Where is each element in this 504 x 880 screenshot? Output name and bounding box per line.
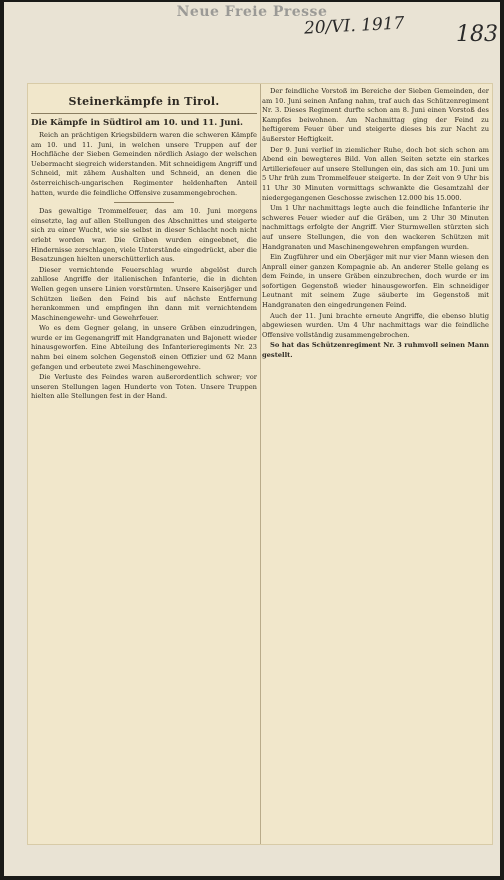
divider xyxy=(114,202,174,203)
article-column-left xyxy=(28,84,261,844)
article-paragraph: Auch der 11. Juni brachte erneute Angriffe, die ebenso blutig abgewiesen wurden. Um 4 Uhr nachmittags war die feindliche Offensive vollständig zusammengebrochen. xyxy=(262,311,489,339)
handwritten-date: 20/VI. 1917 xyxy=(303,13,405,39)
article-paragraph: Dieser vernichtende Feuerschlag wurde abgelöst durch zahllose Angriffe der italienischen Infanterie, die in dichten Wellen gegen unsere Linien vorstürmten. Unsere Kaiserjäger und Schützen ließen den Feind bis auf nächste Entfernung herankommen und empfingen ihn dann mit vernichtendem Maschinengewehr- und Gewehrfeuer. xyxy=(31,265,257,322)
article-paragraph: Die Verluste des Feindes waren außerordentlich schwer; vor unseren Stellungen lagen Hunderte von Toten. Unsere Truppen hielten alle Stellungen fest in der Hand. xyxy=(31,373,257,401)
article-paragraph: Der 9. Juni verlief in ziemlicher Ruhe, doch bot sich schon am Abend ein bewegteres Bild. Von allen Seiten setzte ein starkes Artilleriefeuer auf unsere Stellungen ein, das sich am 10. Juni um 5 Uhr früh zum Trommelfeuer steigerte. In der Zeit von 9 Uhr bis 11 Uhr 30 Minuten vormittags schwankte die Gesamtzahl der niedergegangenen Geschosse zwischen 12.000 bis 15.000. xyxy=(262,145,489,202)
article-paragraph: Reich an prächtigen Kriegsbildern waren die schweren Kämpfe am 10. und 11. Juni, in welchen unsere Truppen auf der Hochfläche der Sieben Gemeinden nördlich Asiago der welschen Uebermacht siegreich widerstanden. Mit schneidigem Angriff und Schneid, mit zähem Aushalten und Schneid, an denen die österreichisch-ungarischen Regimenter heldenhaften Anteil hatten, wurde die feindliche Offensive zusammengebrochen. xyxy=(31,131,257,197)
article-paragraph: Das gewaltige Trommelfeuer, das am 10. Juni morgens einsetzte, lag auf allen Stellungen des Abschnittes und steigerte sich zu einer Wucht, wie sie selbst in dieser Schlacht noch nicht erlebt worden war. Die Gräben wurden eingeebnet, die Hindernisse zerschlagen, viele Unterstände eingedrückt, aber die Besatzungen hielten unerschütterlich aus. xyxy=(31,207,257,264)
article-paragraph: Der feindliche Vorstoß im Bereiche der Sieben Gemeinden, der am 10. Juni seinen Anfang nahm, traf auch das Schützenregiment Nr. 3. Dieses Regiment durfte schon am 8. Juni einen Vorstoß des Kampfes beiwohnen. Am Nachmittag ging der Feind zu heftigerem Feuer über und steigerte dieses bis zur Nacht zu äußerster Heftigkeit. xyxy=(262,87,489,143)
article-closing-line: So hat das Schützenregiment Nr. 3 ruhmvoll seinen Mann gestellt. xyxy=(262,341,489,360)
article-column-right xyxy=(259,84,492,844)
handwritten-page-number: 183 xyxy=(456,22,498,47)
article-paragraph: Ein Zugführer und ein Oberjäger mit nur vier Mann wiesen den Anprall einer ganzen Kompagnie ab. An anderer Stelle gelang es dem Feinde, in unsere Gräben einzubrechen, doch wurde er im sofortigen Gegenstoß wieder hinausgeworfen. Ein schneidiger Leutnant mit seinem Zuge säuberte im Gegenstoß mit Handgranaten den eingedrungenen Feind. xyxy=(262,253,489,310)
article-paragraph: Um 1 Uhr nachmittags legte auch die feindliche Infanterie ihr schweres Feuer wieder auf die Gräben, um 2 Uhr 30 Minuten nachmittags erfolgte der Angriff. Vier Sturmwellen stürzten sich auf unsere Stellungen, die von den wackeren Schützen mit Handgranaten und Maschinengewehren empfangen wurden. xyxy=(262,204,489,251)
newspaper-clipping xyxy=(28,84,492,844)
article-paragraph: Wo es dem Gegner gelang, in unsere Gräben einzudringen, wurde er im Gegenangriff mit Handgranaten und Bajonett wieder hinausgeworfen. Eine Abteilung des Infanterieregiments Nr. 23 nahm bei einem solchen Gegenstoß einen Offizier und 62 Mann gefangen und erbeutete zwei Maschinengewehre. xyxy=(31,324,257,371)
scanned-page xyxy=(4,2,500,876)
article-subheadline: Die Kämpfe in Südtirol am 10. und 11. Juni. xyxy=(31,118,244,128)
newspaper-masthead: Neue Freie Presse xyxy=(176,4,328,20)
article-headline: Steinerkämpfe in Tirol. xyxy=(31,87,257,114)
